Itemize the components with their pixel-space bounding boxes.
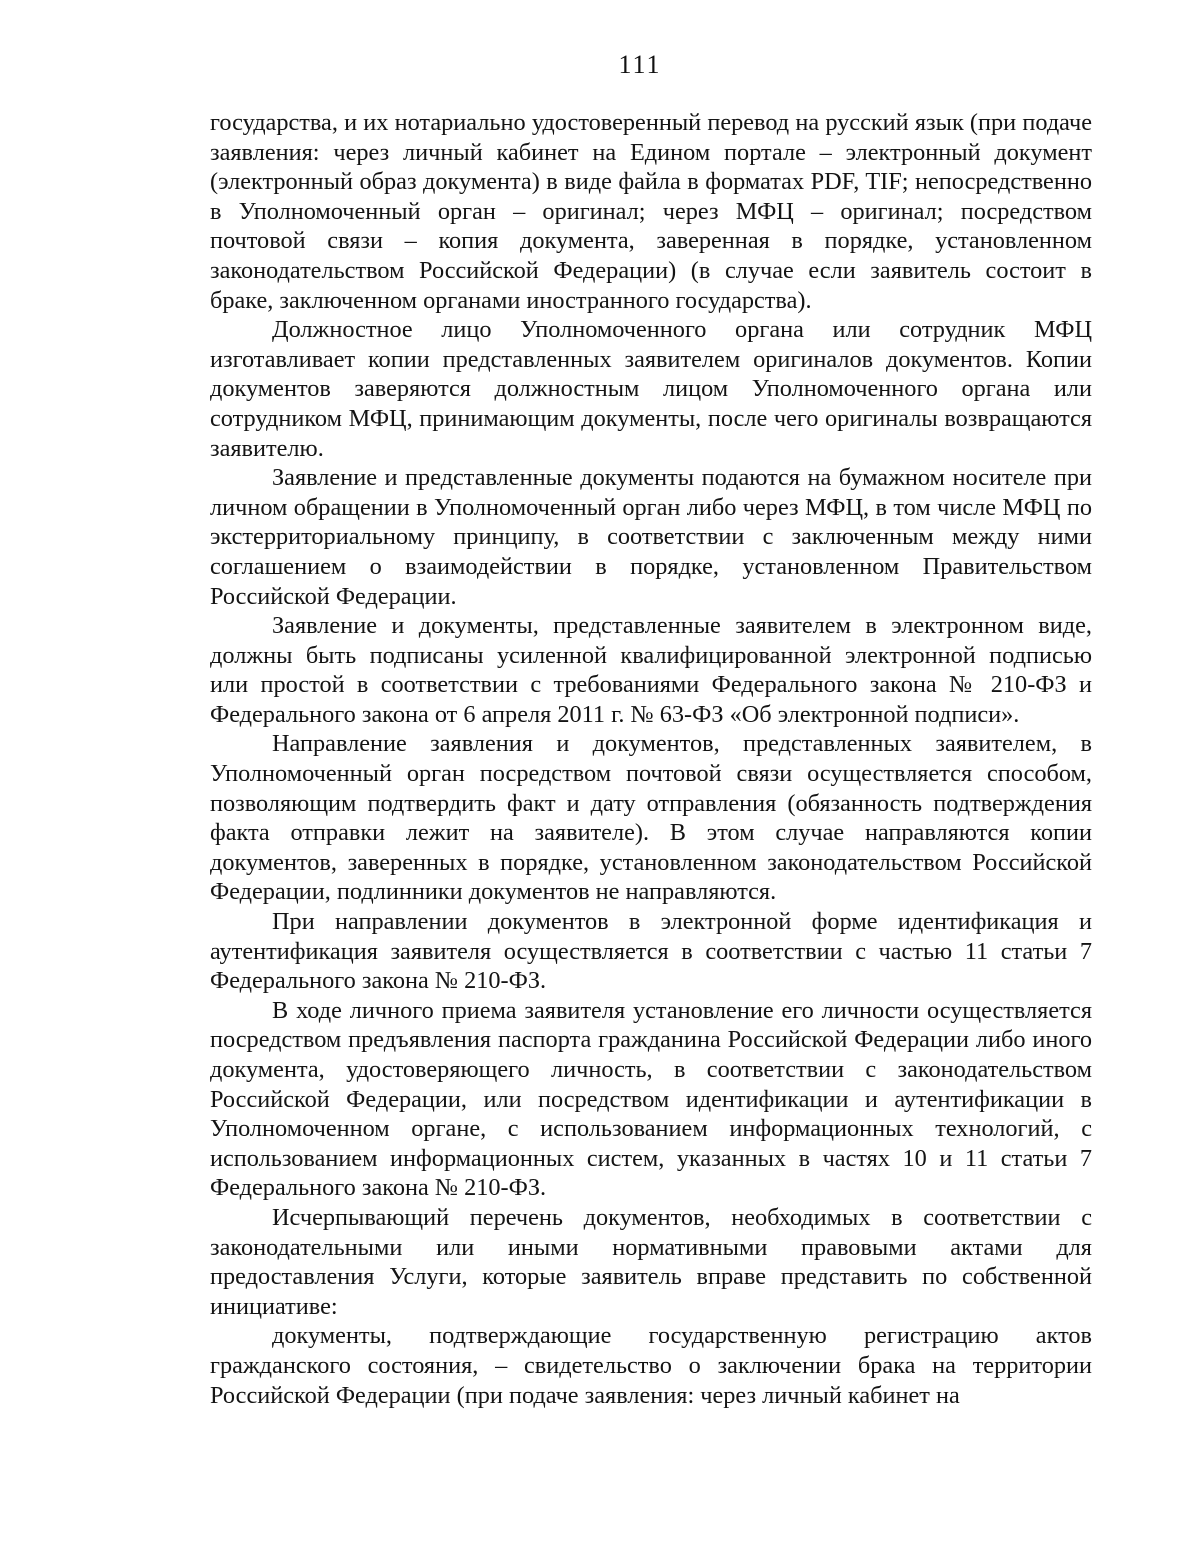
paragraph-civil-status-documents: документы, подтверждающие государственную регистрацию актов гражданского состояния, – свидетельство о заключении брака на территории Российской Федерации (при подаче заявления: через личный кабинет на [210, 1322, 1092, 1409]
paragraph-paper-submission: Заявление и представленные документы подаются на бумажном носителе при личном обращении в Уполномоченный орган либо через МФЦ, в том числе МФЦ по экстерриториальному принципу, в соответствии с заключенным между ними соглашением о взаимодействии в порядке, установленном Правительством Российской Федерации. [210, 464, 1092, 610]
paragraph-personal-identification: В ходе личного приема заявителя установление его личности осуществляется посредством предъявления паспорта гражданина Российской Федерации либо иного документа, удостоверяющего личность, в соответствии с законодательством Российской Федерации, или посредством идентификации и аутентификации в Уполномоченном органе, с использованием информационных технологий, с использованием информационных систем, указанных в частях 10 и 11 статьи 7 Федерального закона № 210-ФЗ. [210, 996, 1092, 1202]
page-number: 111 [618, 50, 662, 79]
paragraph-foreign-marriage-docs: государства, и их нотариально удостоверенный перевод на русский язык (при подаче заявления: через личный кабинет на Едином портале – электронный документ (электронный образ документа) в виде файла в форматах PDF, TIF; непосредственно в Уполномоченный орган – оригинал; через МФЦ – оригинал; посредством почтовой связи – копия документа, заверенная в порядке, установленном законодательством Российской Федерации) (в случае если заявитель состоит в браке, заключенном органами иностранного государства). [210, 109, 1092, 314]
paragraph-copies-certification: Должностное лицо Уполномоченного органа или сотрудник МФЦ изготавливает копии представленных заявителем оригиналов документов. Копии документов заверяются должностным лицом Уполномоченного органа или сотрудником МФЦ, принимающим документы, после чего оригиналы возвращаются заявителю. [210, 316, 1092, 462]
paragraph-optional-documents-list: Исчерпывающий перечень документов, необходимых в соответствии с законодательными или иными нормативными правовыми актами для предоставления Услуги, которые заявитель вправе представить по собственной инициативе: [210, 1203, 1092, 1320]
paragraph-postal-submission: Направление заявления и документов, представленных заявителем, в Уполномоченный орган посредством почтовой связи осуществляется способом, позволяющим подтвердить факт и дату отправления (обязанность подтверждения факта отправки лежит на заявителе). В этом случае направляются копии документов, заверенных в порядке, установленном законодательством Российской Федерации, подлинники документов не направляются. [210, 730, 1092, 906]
paragraph-electronic-identification: При направлении документов в электронной форме идентификация и аутентификация заявителя осуществляется в соответствии с частью 11 статьи 7 Федерального закона № 210-ФЗ. [210, 908, 1092, 995]
paragraph-electronic-signature: Заявление и документы, представленные заявителем в электронном виде, должны быть подписаны усиленной квалифицированной электронной подписью или простой в соответствии с требованиями Федерального закона № 210-ФЗ и Федерального закона от 6 апреля 2011 г. № 63-ФЗ «Об электронной подписи». [210, 612, 1092, 728]
document-body [210, 108, 1092, 1410]
